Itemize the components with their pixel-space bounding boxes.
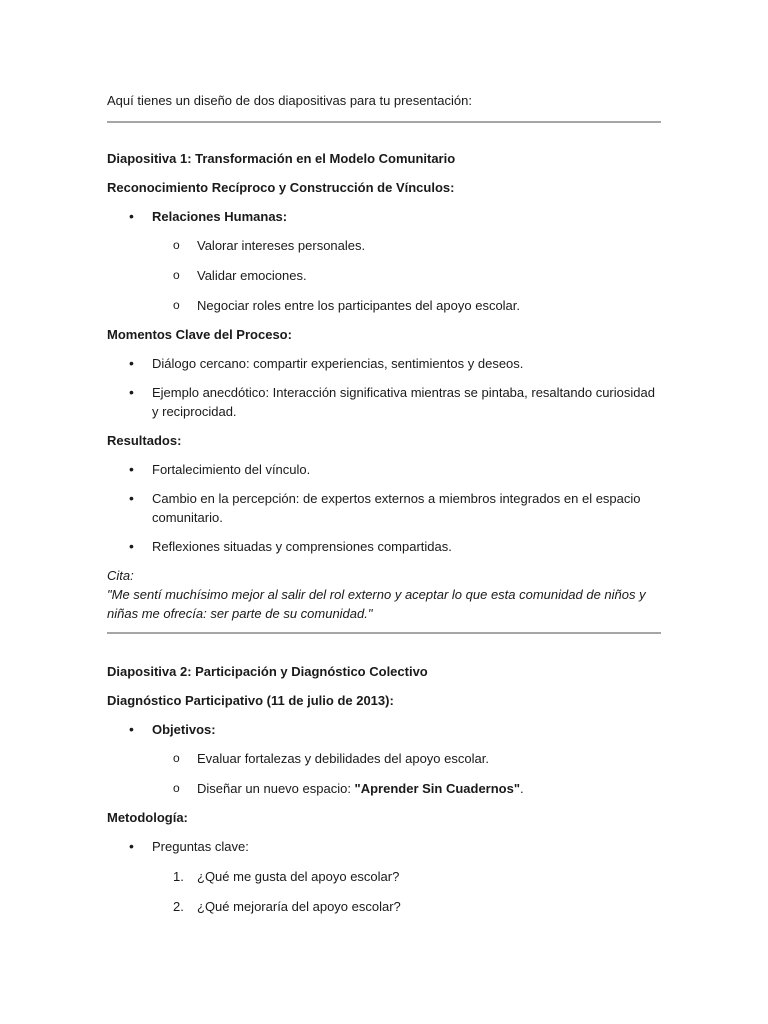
slide1-section-heading: Reconocimiento Recíproco y Construcción de Vínculos: [107,180,455,195]
objetivo-2-emphasis: "Aprender Sin Cuadernos" [354,781,521,796]
list-item: Evaluar fortalezas y debilidades del apoyo escolar. [197,751,489,766]
sub-bullet-marker: o [173,751,180,765]
list-item: Cambio en la percepción: de expertos externos a miembros integrados en el espacio comunitario. [152,491,641,525]
list-item: ¿Qué mejoraría del apoyo escolar? [197,899,401,914]
list-number: 1. [173,869,184,884]
list-item: Valorar intereses personales. [197,238,366,253]
sub-bullet-marker: o [173,268,180,282]
momentos-heading: Momentos Clave del Proceso: [107,327,292,342]
bullet-marker: • [129,355,134,371]
list-item: Reflexiones situadas y comprensiones compartidas. [152,539,452,554]
sub-bullet-marker: o [173,298,180,312]
relaciones-label: Relaciones Humanas: [152,209,288,224]
objetivo-2-prefix: Diseñar un nuevo espacio: [197,781,355,796]
sub-bullet-marker: o [173,238,180,252]
bullet-marker: • [129,721,134,737]
list-item: Ejemplo anecdótico: Interacción significativa mientras se pintaba, resaltando curiosidad y reciprocidad. [152,385,655,419]
slide2-title: Diapositiva 2: Participación y Diagnóstico Colectivo [107,664,428,679]
list-item [197,779,657,798]
diagnostico-heading: Diagnóstico Participativo (11 de julio de 2013): [107,693,394,708]
resultados-heading: Resultados: [107,433,182,448]
list-item: Diálogo cercano: compartir experiencias, sentimientos y deseos. [152,356,524,371]
cita-label: Cita: [107,568,134,583]
divider [107,632,661,634]
list-number: 2. [173,899,184,914]
bullet-marker: • [129,538,134,554]
metodologia-heading: Metodología: [107,810,188,825]
intro-text: Aquí tienes un diseño de dos diapositivas para tu presentación: [107,93,472,108]
bullet-marker: • [129,838,134,854]
divider [107,121,661,123]
bullet-marker: • [129,490,134,506]
cita-text: "Me sentí muchísimo mejor al salir del rol externo y aceptar lo que esta comunidad de niños y niñas me ofrecía: ser parte de su comunidad." [107,587,646,621]
bullet-marker: • [129,208,134,224]
objetivos-label: Objetivos: [152,722,216,737]
bullet-marker: • [129,461,134,477]
objetivo-2-suffix: . [520,781,524,796]
list-item: Validar emociones. [197,268,307,283]
list-item: Fortalecimiento del vínculo. [152,462,311,477]
list-item: Negociar roles entre los participantes del apoyo escolar. [197,298,521,313]
sub-bullet-marker: o [173,781,180,795]
bullet-marker: • [129,384,134,400]
list-item: ¿Qué me gusta del apoyo escolar? [197,869,400,884]
preguntas-label: Preguntas clave: [152,839,249,854]
slide1-title: Diapositiva 1: Transformación en el Modelo Comunitario [107,151,456,166]
